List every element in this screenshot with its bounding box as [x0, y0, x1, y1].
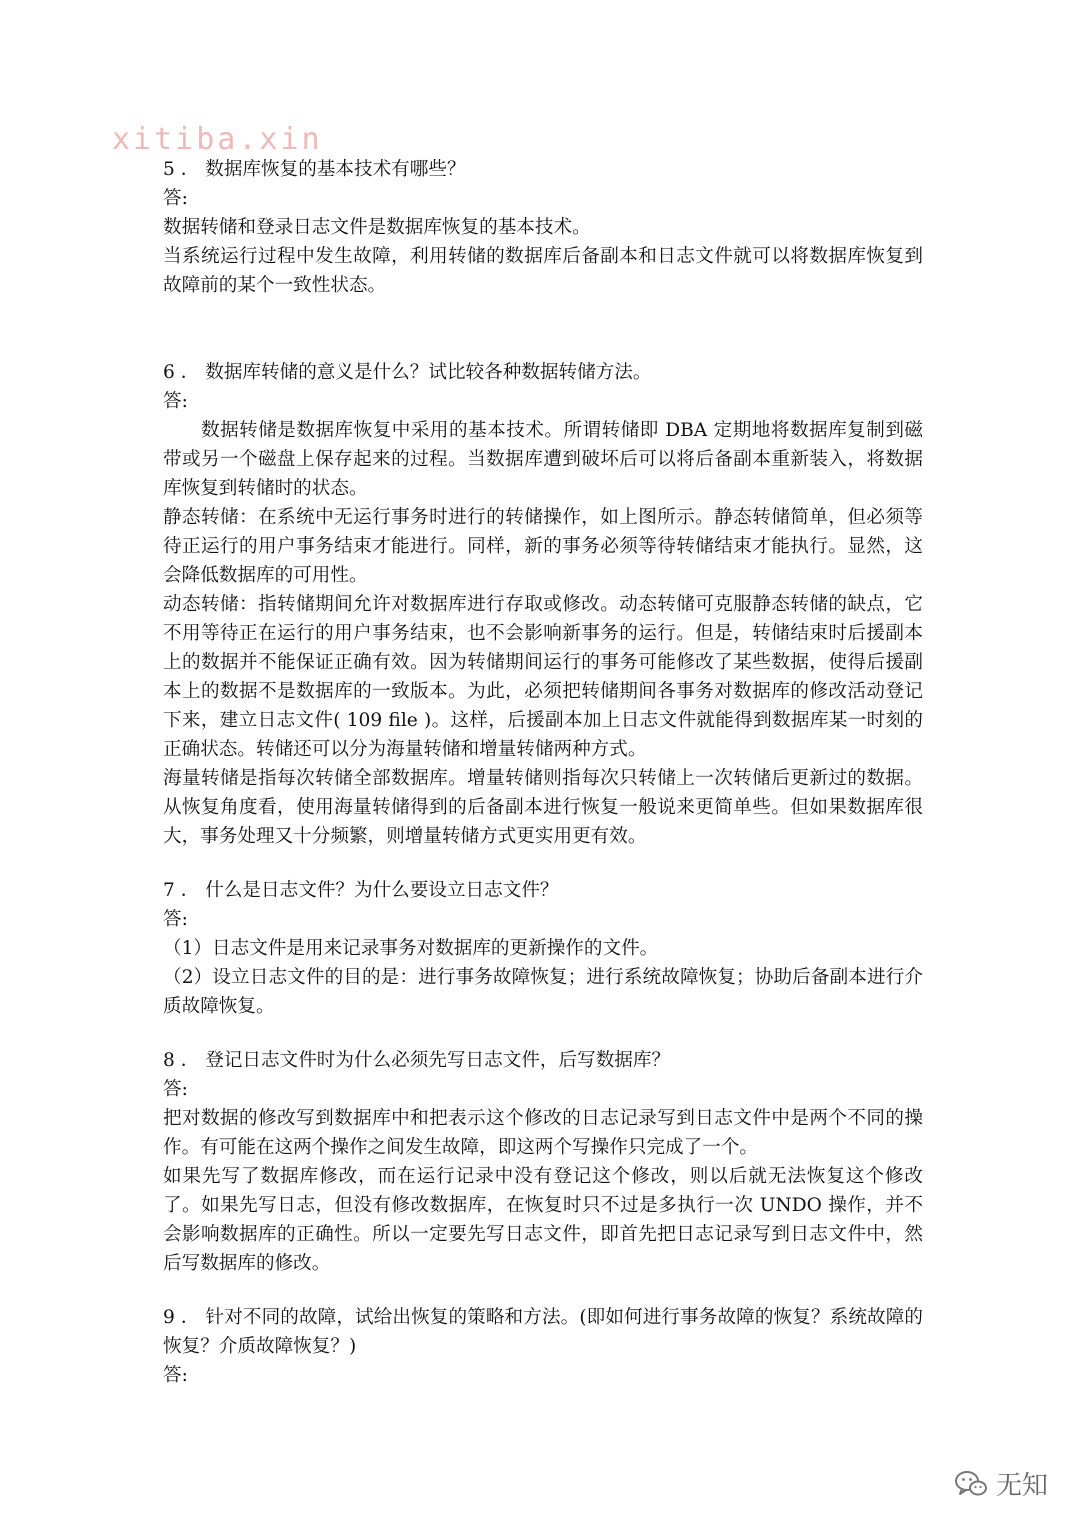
answer-paragraph: 静态转储：在系统中无运行事务时进行的转储操作，如上图所示。静态转储简单，但必须等待正运行的用户事务结束才能进行。同样，新的事务必须等待转储结束才能执行。显然，这会降低数据库的可用性。 [163, 507, 923, 586]
wechat-brand-badge [954, 1465, 1048, 1502]
answer-paragraph: （1）日志文件是用来记录事务对数据库的更新操作的文件。 [163, 938, 659, 959]
question-6 [163, 358, 923, 851]
watermark: xitiba.xin [112, 122, 323, 157]
answer-paragraph: 数据转储是数据库恢复中采用的基本技术。所谓转储即 DBA 定期地将数据库复制到磁带或另一个磁盘上保存起来的过程。当数据库遭到破坏后可以将后备副本重新装入，将数据库恢复到转储时的状态。 [163, 420, 923, 499]
answer-paragraph: 数据转储和登录日志文件是数据库恢复的基本技术。 [163, 217, 591, 238]
answer-paragraph: （2）设立日志文件的目的是：进行事务故障恢复；进行系统故障恢复；协助后备副本进行介质故障恢复。 [163, 967, 923, 1017]
question-7-title: 7 ． 什么是日志文件？为什么要设立日志文件？ [163, 880, 559, 901]
document-body [163, 155, 923, 1390]
question-8-title: 8 ． 登记日志文件时为什么必须先写日志文件，后写数据库？ [163, 1050, 671, 1071]
answer-paragraph: 海量转储是指每次转储全部数据库。增量转储则指每次只转储上一次转储后更新过的数据。从恢复角度看，使用海量转储得到的后备副本进行恢复一般说来更简单些。但如果数据库很大，事务处理又十分频繁，则增量转储方式更实用更有效。 [163, 768, 923, 847]
question-9-title: 9 ． 针对不同的故障，试给出恢复的策略和方法。(即如何进行事务故障的恢复？系统故障的恢复？介质故障恢复？) [163, 1307, 923, 1357]
question-5-title: 5 ． 数据库恢复的基本技术有哪些？ [163, 159, 466, 180]
answer-label: 答: [163, 1365, 188, 1386]
question-6-title: 6 ． 数据库转储的意义是什么？试比较各种数据转储方法。 [163, 362, 652, 383]
answer-label: 答: [163, 1079, 188, 1100]
answer-label: 答: [163, 909, 188, 930]
question-5 [163, 155, 923, 300]
question-8 [163, 1046, 923, 1278]
question-7 [163, 876, 923, 1021]
brand-name: 无知 [996, 1471, 1049, 1501]
answer-paragraph: 动态转储：指转储期间允许对数据库进行存取或修改。动态转储可克服静态转储的缺点，它不用等待正在运行的用户事务结束，也不会影响新事务的运行。但是，转储结束时后援副本上的数据并不能保证正确有效。因为转储期间运行的事务可能修改了某些数据，使得后援副本上的数据不是数据库的一致版本。为此，必须把转储期间各事务对数据库的修改活动登记下来，建立日志文件( 109 file )。这样，后援副本加上日志文件就能得到数据库某一时刻的正确状态。转储还可以分为海量转储和增量转储两种方式。 [163, 594, 923, 760]
answer-paragraph: 当系统运行过程中发生故障，利用转储的数据库后备副本和日志文件就可以将数据库恢复到故障前的某个一致性状态。 [163, 246, 923, 296]
answer-label: 答: [163, 391, 188, 412]
wechat-icon [954, 1469, 988, 1499]
answer-paragraph: 如果先写了数据库修改，而在运行记录中没有登记这个修改，则以后就无法恢复这个修改了。如果先写日志，但没有修改数据库，在恢复时只不过是多执行一次 UNDO 操作，并不会影响数据库的正确性。所以一定要先写日志文件，即首先把日志记录写到日志文件中，然后写数据库的修改。 [163, 1166, 923, 1274]
question-9 [163, 1303, 923, 1390]
answer-paragraph: 把对数据的修改写到数据库中和把表示这个修改的日志记录写到日志文件中是两个不同的操作。有可能在这两个操作之间发生故障，即这两个写操作只完成了一个。 [163, 1108, 923, 1158]
answer-label: 答: [163, 188, 188, 209]
